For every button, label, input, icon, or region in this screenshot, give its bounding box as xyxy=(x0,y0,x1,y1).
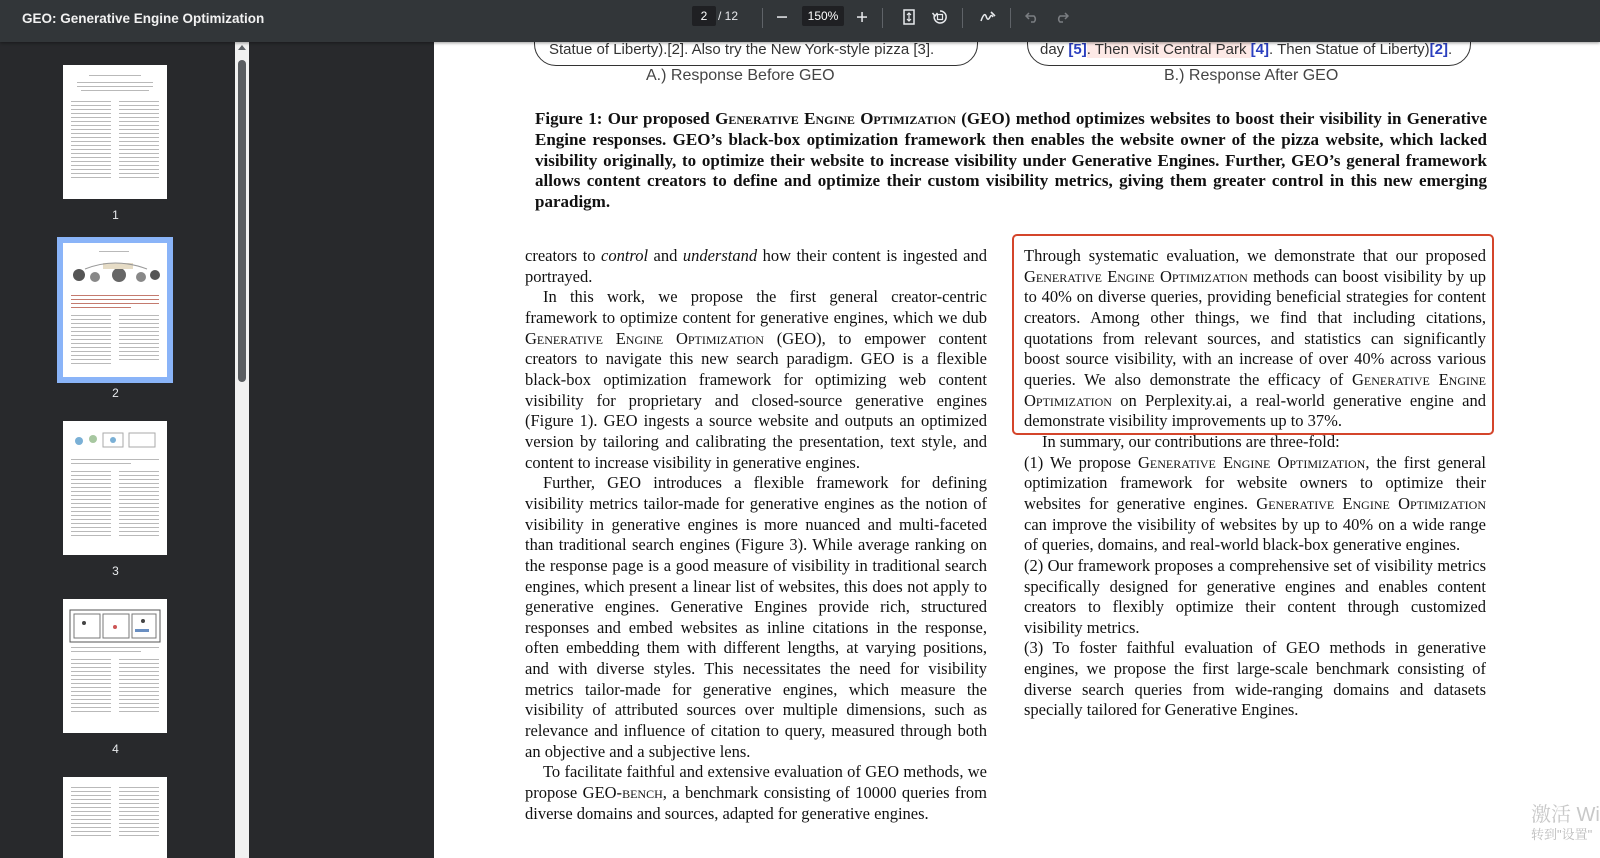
paragraph: In this work, we propose the first general creator-centric framework to optimize content for generative engines, which we dub Generative Engine Optimization (GEO), to empower content creators to navigate this new search paradigm. GEO is a flexible black-box optimization framework for optimizing web content visibility for proprietary and closed-source generative engines (Figure 1). GEO ingests a source website and outputs an optimized version by tailoring and calibrating the presentation, text style, and content to increase visibility in generative engines. xyxy=(525,287,987,472)
thumbnail-image xyxy=(63,777,167,858)
thumbnail-sidebar xyxy=(0,42,235,858)
rotate-icon[interactable] xyxy=(928,6,952,28)
page-number-input[interactable]: 2 xyxy=(692,6,716,26)
paragraph: (3) To foster faithful evaluation of GEO methods in generative engines, we propose the first large-scale benchmark consisting of diverse search queries from wide-ranging domains and datasets specially tailored for Generative Engines. xyxy=(1024,638,1486,720)
zoom-out-icon[interactable] xyxy=(770,6,794,28)
paragraph: Further, GEO introduces a flexible framework for defining visibility metrics tailor-made for generative engines as the notion of visibility in generative engines is more nuanced and multi-faceted than traditional search engines (Figure 3). While average ranking on the response page is a good measure of visibility in traditional search engines, which present a linear list of websites, this does not apply to generative engines. Generative Engines provide rich, structured responses and embed websites as inline citations in the response, often embedding them with different lengths, at varying positions, and with diverse styles. This necessitates the need for visibility metrics tailor-made for generative engines, which measure the visibility of attributed sources over multiple dimensions, such as relevance and influence of citation to query, measured through both an objective and a subjective lens. xyxy=(525,473,987,761)
thumbnail-image-selected xyxy=(63,243,167,377)
toolbar-divider xyxy=(762,8,763,28)
undo-icon[interactable] xyxy=(1020,6,1044,28)
highlight-annotation-box[interactable] xyxy=(1012,234,1494,435)
thumbnail-label: 1 xyxy=(112,208,119,222)
figure-box-b-text: day [5]. Then visit Central Park [4]. Then Statue of Liberty)[2]. xyxy=(1040,42,1453,58)
thumbnail-image xyxy=(63,65,167,199)
zoom-level-input[interactable]: 150% xyxy=(802,6,844,26)
thumbnail-label: 4 xyxy=(112,742,119,756)
activation-watermark-sub: 转到"设置" xyxy=(1531,827,1593,842)
pdf-toolbar xyxy=(0,0,1600,42)
figure-label-b: B.) Response After GEO xyxy=(1164,67,1339,84)
viewer-gutter xyxy=(249,42,434,858)
paragraph: (1) We propose Generative Engine Optimization, the first general optimization framework for website owners to optimize their websites for generative engines. Generative Engine Optimization can improve the visibility of websites by up to 40% on a wide range of queries, domains, and real-world black-box generative engines. xyxy=(1024,452,1486,555)
paragraph: To facilitate faithful and extensive evaluation of GEO methods, we propose GEO-bench, a benchmark consisting of 10000 queries from diverse domains and sources, adapted for generative engines. xyxy=(525,762,987,823)
scrollbar-thumb[interactable] xyxy=(238,60,246,382)
annotate-icon[interactable] xyxy=(976,6,1000,28)
fit-page-icon[interactable] xyxy=(897,6,921,28)
toolbar-divider xyxy=(962,8,963,28)
paragraph: (2) Our framework proposes a comprehensive set of visibility metrics specifically designed for generative engines and enables content creators to flexibly optimize their content through customized visibility metrics. xyxy=(1024,555,1486,637)
figure-box-a-text: Statue of Liberty).[2]. Also try the New York-style pizza [3]. xyxy=(549,42,935,58)
zoom-in-icon[interactable] xyxy=(850,6,874,28)
highlighted-paragraph: Through systematic evaluation, we demonstrate that our proposed Generative Engine Optimization methods can boost visibility by up to 40% on diverse queries, providing beneficial strategies for content creators. Among other things, we find that including citations, quotations from relevant sources, and statistics can significantly boost source visibility, with an increase of over 40% across various queries. We also demonstrate the efficacy of Generative Engine Optimization on Perplexity.ai, a real-world generative engine and demonstrate visibility improvements up to 37%. xyxy=(1024,246,1486,431)
scroll-up-arrow-icon[interactable] xyxy=(238,45,246,50)
toolbar-divider xyxy=(882,8,883,28)
figure-response-box-b xyxy=(1027,42,1471,66)
toolbar-divider xyxy=(1010,8,1011,28)
activation-watermark: 激活 Wi xyxy=(1531,804,1600,826)
pdf-page xyxy=(434,42,1600,858)
paragraph: creators to control and understand how their content is ingested and portrayed. xyxy=(525,246,987,286)
page-total: / 12 xyxy=(718,9,739,23)
thumbnail-image xyxy=(63,599,167,733)
figure-response-box-a xyxy=(534,42,978,66)
redo-icon[interactable] xyxy=(1050,6,1074,28)
sidebar-scrollbar[interactable] xyxy=(235,42,249,858)
paragraph: In summary, our contributions are three-fold: xyxy=(1042,431,1340,451)
figure-label-a: A.) Response Before GEO xyxy=(646,67,835,84)
document-title: GEO: Generative Engine Optimization xyxy=(22,11,265,26)
thumbnail-label: 2 xyxy=(112,386,119,400)
thumbnail-label: 3 xyxy=(112,564,119,578)
thumbnail-image xyxy=(63,421,167,555)
left-column xyxy=(525,246,987,824)
figure-caption: Figure 1: Our proposed Generative Engine Optimization (GEO) method optimizes websites to boost their visibility in Generative Engine responses. GEO’s black-box optimization framework then enables the website owner of the pizza website, which lacked visibility originally, to optimize their website to increase visibility under Generative Engines. Further, GEO’s general framework allows content creators to define and optimize their custom visibility metrics, giving them greater control in this new emerging paradigm. xyxy=(535,109,1488,212)
